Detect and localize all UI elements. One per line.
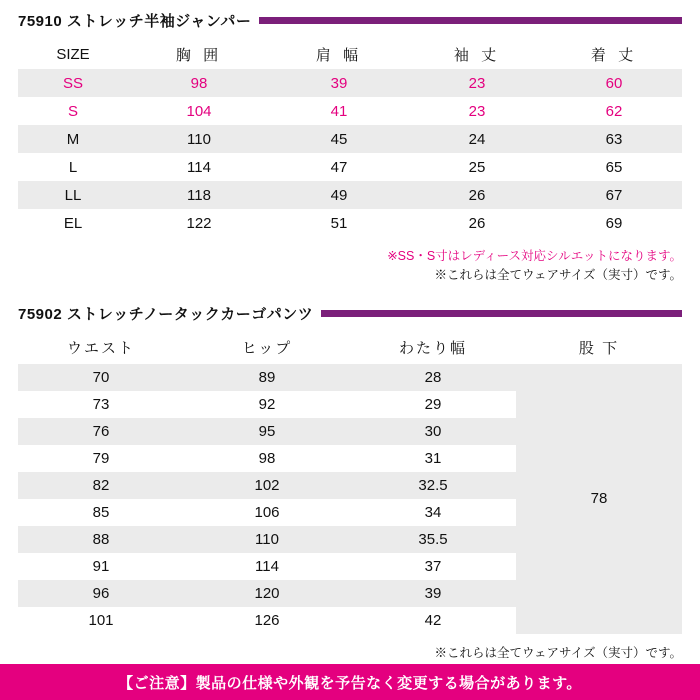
pants-cell-waist: 73: [92, 395, 110, 413]
jumper-cell-sleeve: 23: [468, 102, 486, 120]
jumper-title-rule: [259, 17, 682, 24]
pants-cell-hip: 114: [255, 557, 279, 575]
pants-title-rule: [321, 310, 682, 317]
pants-header-thigh: わたり幅: [398, 340, 467, 357]
table-row: [18, 125, 682, 153]
table-row: [18, 364, 682, 391]
pants-cell-hip: 106: [254, 503, 280, 521]
jumper-cell-sleeve: 23: [468, 74, 486, 92]
pants-cell-waist: 82: [92, 476, 110, 494]
pants-cell-hip: 110: [255, 530, 279, 548]
pants-cell-waist: 101: [88, 611, 114, 629]
pants-title-spacer: [0, 324, 700, 332]
table-row: [18, 181, 682, 209]
pants-cell-waist: 79: [92, 449, 110, 467]
jumper-cell-chest: 104: [186, 102, 212, 120]
jumper-cell-sleeve: 26: [468, 214, 486, 232]
top-spacer: [0, 0, 700, 10]
pants-cell-waist: 85: [92, 503, 110, 521]
jumper-cell-sleeve: 25: [468, 158, 486, 176]
jumper-size-table: [18, 39, 682, 237]
pants-cell-thigh: 37: [424, 557, 442, 575]
pants-cell-hip: 98: [258, 449, 276, 467]
pants-header-waist: ウエスト: [66, 340, 135, 357]
jumper-cell-length: 62: [605, 102, 623, 120]
jumper-cell-shoulder: 41: [330, 102, 348, 120]
jumper-cell-size: SS: [62, 74, 83, 92]
caution-bar: [0, 664, 700, 700]
jumper-note-actual-size: ※これらは全てウェアサイズ（実寸）です。: [434, 267, 682, 282]
pants-cell-waist: 70: [92, 368, 110, 386]
jumper-cell-length: 67: [605, 186, 623, 204]
jumper-note-ladies: ※SS・S寸はレディース対応シルエットになります。: [387, 249, 682, 263]
pants-cell-thigh: 30: [424, 422, 442, 440]
pants-cell-waist: 96: [92, 584, 110, 602]
pants-cell-thigh: 31: [424, 449, 442, 467]
jumper-header-length: 着 丈: [590, 46, 638, 64]
pants-header-hip: ヒップ: [241, 340, 293, 357]
pants-cell-waist: 88: [92, 530, 110, 548]
pants-cell-thigh: 32.5: [418, 476, 448, 494]
table-row: [18, 209, 682, 237]
pants-cell-hip: 120: [254, 584, 280, 602]
jumper-cell-chest: 98: [190, 74, 208, 92]
pants-note-actual-size: ※これらは全てウェアサイズ（実寸）です。: [434, 645, 682, 660]
table-row: [18, 69, 682, 97]
jumper-cell-shoulder: 45: [330, 130, 348, 148]
pants-title-text: 75902 ストレッチノータックカーゴパンツ: [18, 305, 314, 323]
pants-table-spacer: [0, 634, 700, 644]
pants-cell-thigh: 28: [424, 368, 442, 386]
jumper-cell-length: 63: [605, 130, 623, 148]
jumper-cell-length: 65: [605, 158, 623, 176]
jumper-cell-shoulder: 39: [330, 74, 348, 92]
pants-header-inseam: 股 下: [578, 340, 620, 357]
jumper-table-spacer: [0, 237, 700, 247]
jumper-cell-chest: 122: [186, 214, 212, 232]
jumper-title-spacer: [0, 31, 700, 39]
jumper-header-sleeve: 袖 丈: [453, 46, 501, 64]
pants-cell-hip: 102: [254, 476, 280, 494]
pants-table-header-row: [18, 332, 682, 364]
pants-cell-hip: 126: [254, 611, 280, 629]
pants-cell-thigh: 34: [424, 503, 442, 521]
jumper-cell-chest: 114: [187, 158, 211, 176]
pants-cell-thigh: 35.5: [418, 530, 448, 548]
pants-cell-thigh: 39: [424, 584, 442, 602]
pants-cell-waist: 76: [92, 422, 110, 440]
jumper-cell-shoulder: 49: [330, 186, 348, 204]
table-row: [18, 97, 682, 125]
pants-size-table: [18, 332, 682, 634]
jumper-cell-chest: 110: [187, 130, 211, 148]
section-gap: [0, 285, 700, 303]
jumper-header-chest: 胸 囲: [175, 46, 223, 64]
jumper-header-size: SIZE: [56, 45, 90, 63]
pants-cell-thigh: 29: [424, 395, 442, 413]
jumper-cell-size: S: [67, 102, 78, 120]
jumper-cell-shoulder: 51: [330, 214, 348, 232]
jumper-title-text: 75910 ストレッチ半袖ジャンパー: [18, 13, 252, 30]
jumper-cell-sleeve: 26: [468, 186, 486, 204]
jumper-cell-length: 60: [605, 74, 623, 92]
jumper-section-title: [0, 10, 700, 31]
jumper-cell-size: L: [68, 158, 78, 176]
jumper-cell-shoulder: 47: [330, 158, 348, 176]
pants-cell-hip: 95: [258, 422, 276, 440]
jumper-cell-sleeve: 24: [468, 130, 486, 148]
caution-text: 【ご注意】製品の仕様や外観を予告なく変更する場合があります。: [118, 674, 582, 692]
pants-section-title: [0, 303, 700, 324]
jumper-cell-size: EL: [63, 214, 83, 232]
jumper-cell-chest: 118: [187, 186, 211, 204]
pants-cell-thigh: 42: [424, 611, 442, 629]
jumper-cell-length: 69: [605, 214, 623, 232]
jumper-table-header-row: [18, 39, 682, 69]
jumper-cell-size: LL: [64, 186, 82, 204]
jumper-cell-size: M: [66, 130, 80, 148]
pants-cell-hip: 92: [258, 395, 276, 413]
jumper-header-shoulder: 肩 幅: [315, 46, 363, 64]
pants-cell-hip: 89: [258, 368, 276, 386]
pants-cell-inseam: 78: [590, 490, 608, 507]
table-row: [18, 153, 682, 181]
pants-cell-waist: 91: [92, 557, 110, 575]
